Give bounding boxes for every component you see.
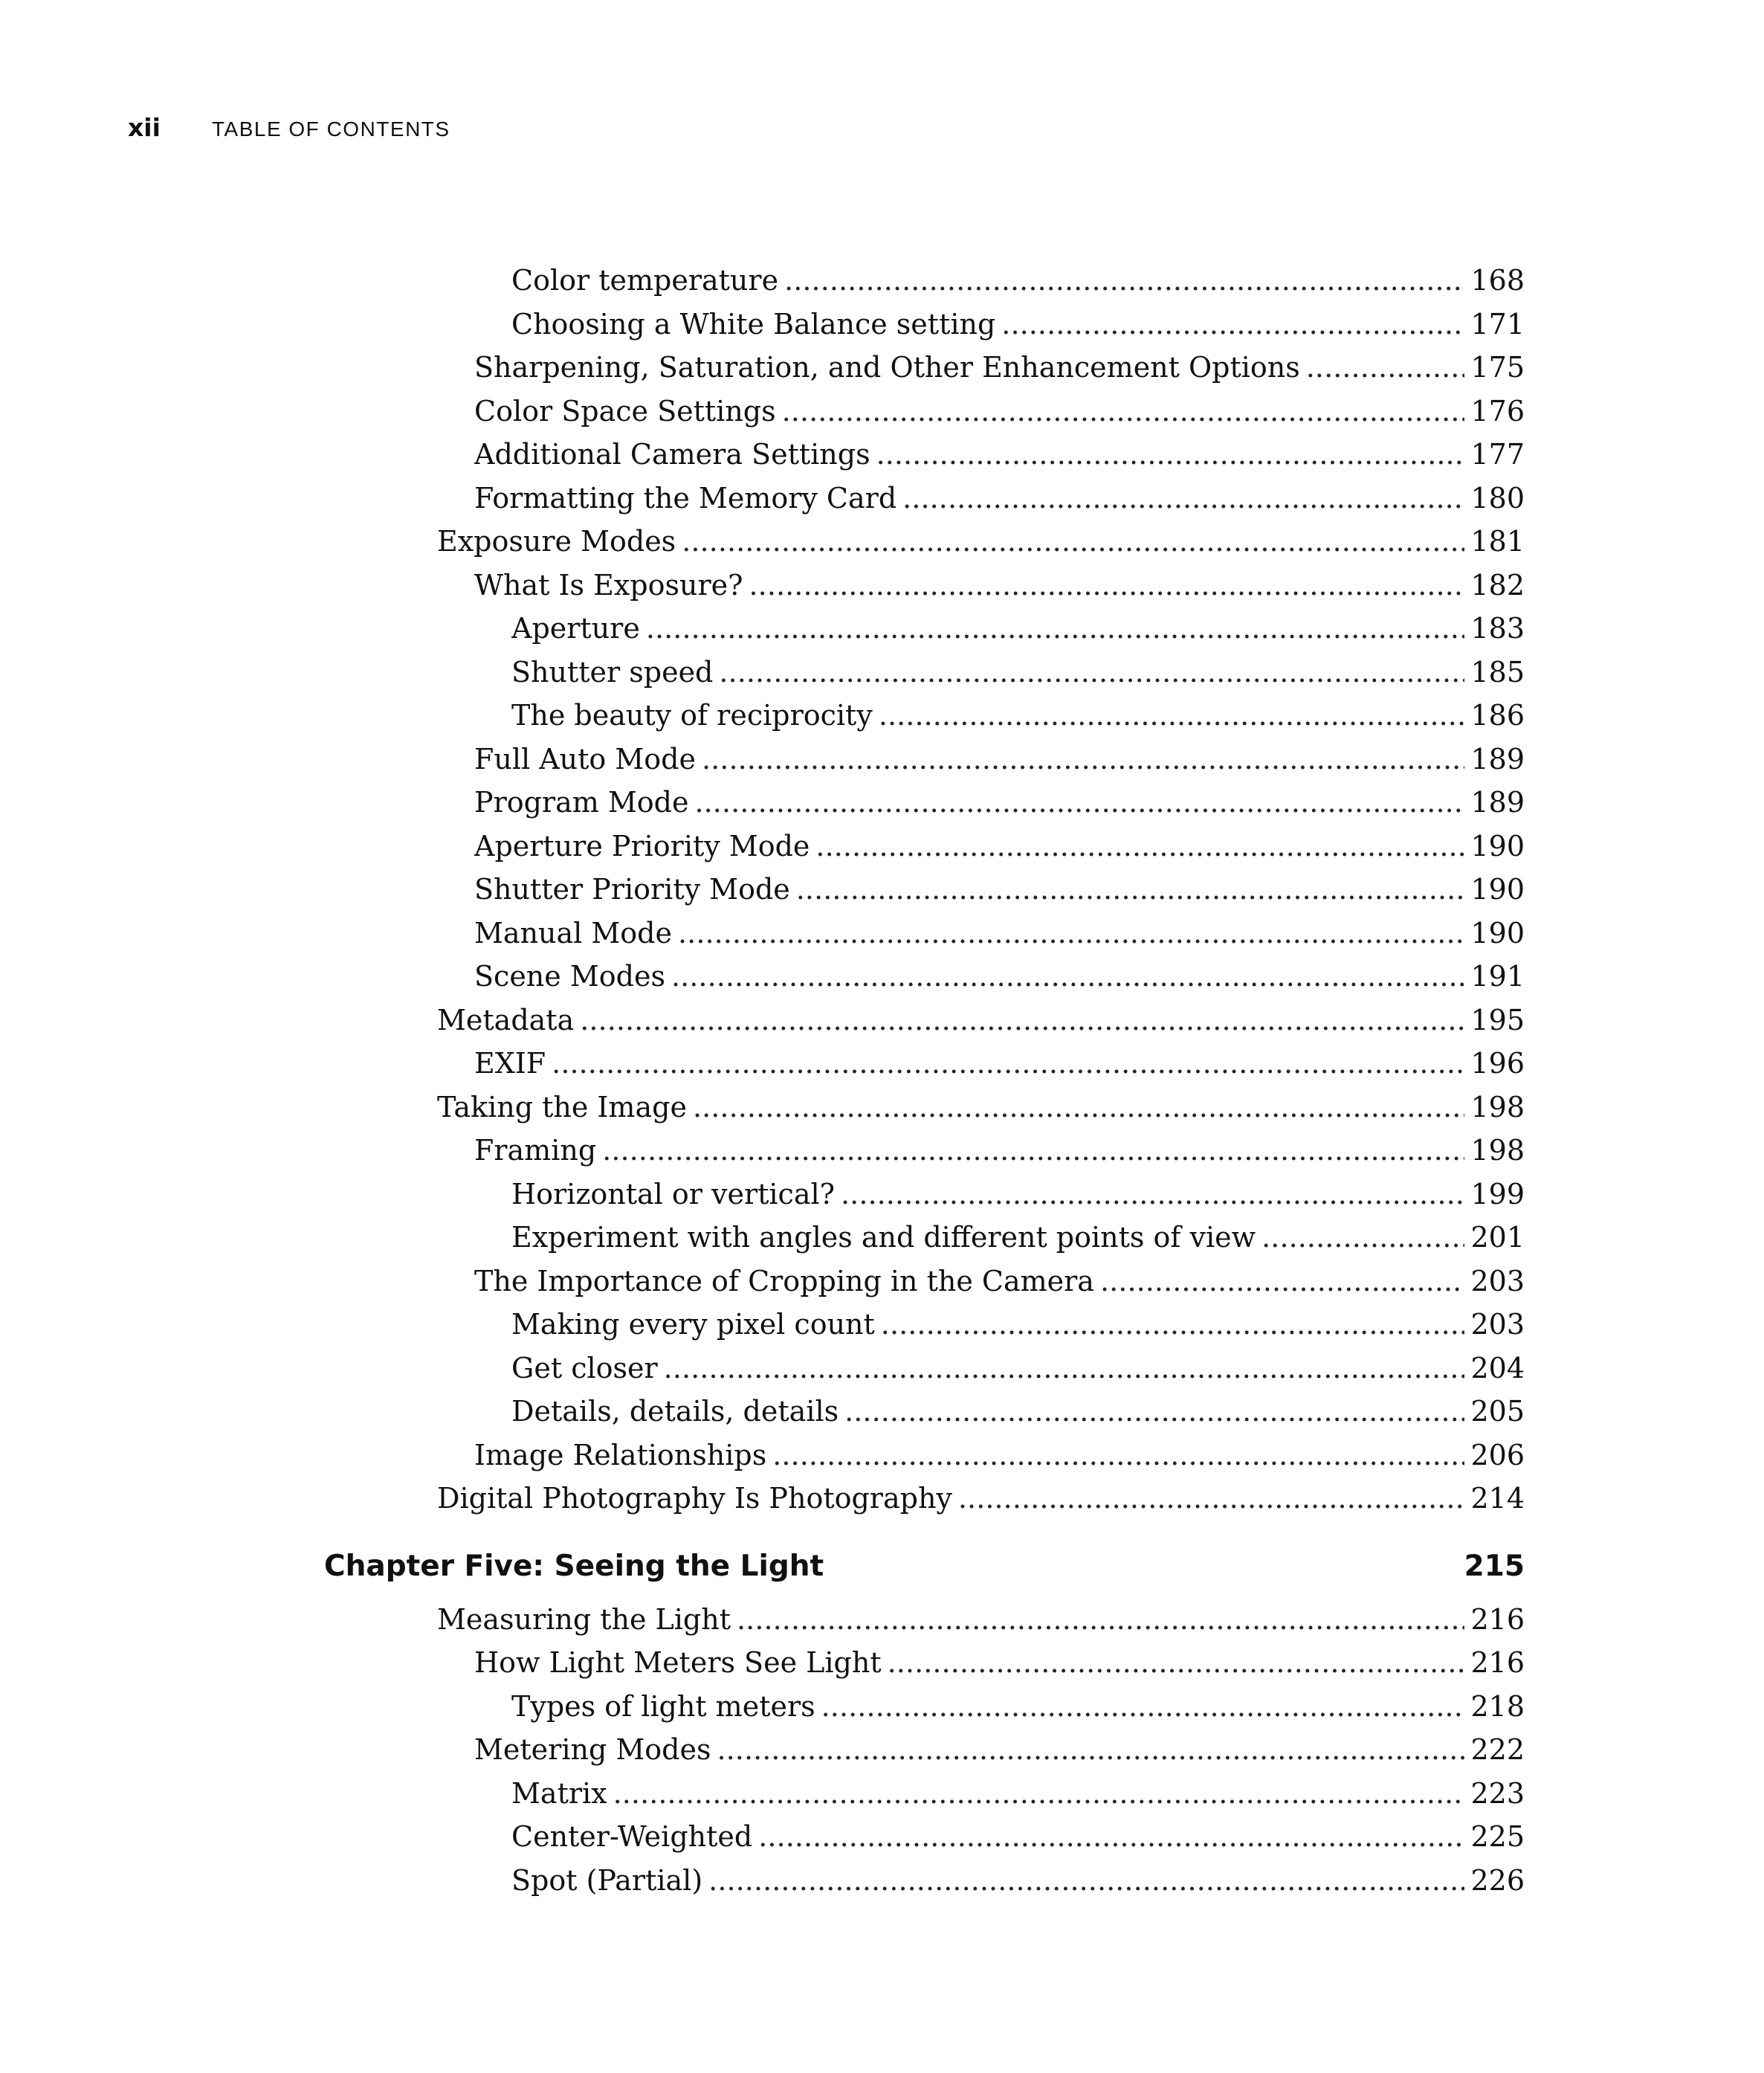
toc-entry-title: Exposure Modes	[437, 525, 676, 558]
toc-entry-title: Additional Camera Settings	[474, 438, 870, 471]
toc-entry-page: 204	[1470, 1351, 1525, 1384]
toc-entry	[511, 1352, 1525, 1395]
toc-entry-page: 181	[1470, 525, 1525, 558]
dot-leader	[613, 1777, 1465, 1810]
toc-entry	[474, 1047, 1525, 1090]
toc-entry	[474, 743, 1525, 786]
dot-leader	[958, 1482, 1465, 1515]
dot-leader	[796, 873, 1465, 906]
running-head	[128, 113, 450, 142]
dot-leader	[719, 656, 1464, 689]
dot-leader	[821, 1690, 1465, 1723]
toc-entry	[474, 482, 1525, 525]
toc-entry-page: 223	[1470, 1776, 1525, 1810]
toc-entry-title: Sharpening, Saturation, and Other Enhancement Options	[474, 351, 1300, 384]
dot-leader	[694, 786, 1464, 819]
dot-leader	[758, 1820, 1464, 1853]
toc-entry	[437, 1004, 1525, 1047]
toc-entry-page: 206	[1470, 1438, 1525, 1471]
toc-entry-title: Center-Weighted	[511, 1820, 753, 1853]
toc-entry-page: 185	[1470, 655, 1525, 689]
toc-entry	[474, 1134, 1525, 1177]
dot-leader	[737, 1603, 1464, 1636]
toc-entry	[511, 1308, 1525, 1351]
dot-leader	[552, 1047, 1464, 1080]
toc-entry-title: Program Mode	[474, 786, 689, 819]
toc-entry-page: 176	[1470, 394, 1525, 428]
toc-entry-page: 216	[1470, 1602, 1525, 1636]
toc-entry-page: 189	[1470, 786, 1525, 819]
toc-entry-page: 190	[1470, 916, 1525, 950]
toc-entry	[474, 786, 1525, 829]
toc-entry	[474, 395, 1525, 438]
toc-entry-title: Aperture	[511, 612, 640, 645]
toc-entry-title: Full Auto Mode	[474, 742, 696, 776]
toc-entry-page: 225	[1470, 1820, 1525, 1853]
toc-entry	[474, 438, 1525, 481]
toc-entry-page: 201	[1470, 1221, 1525, 1254]
dot-leader	[815, 830, 1464, 863]
toc-entry	[511, 1820, 1525, 1863]
dot-leader	[702, 743, 1464, 776]
toc-entry-page: 175	[1470, 351, 1525, 384]
toc-entry	[437, 1482, 1525, 1525]
toc-entry-page: 198	[1470, 1090, 1525, 1123]
dot-leader	[708, 1864, 1464, 1897]
toc-entry-title: How Light Meters See Light	[474, 1646, 882, 1679]
toc-entry-title: Taking the Image	[437, 1090, 687, 1123]
dot-leader	[879, 699, 1465, 732]
dot-leader	[888, 1646, 1465, 1679]
toc-entry	[437, 525, 1525, 568]
toc-entry	[511, 308, 1525, 351]
toc-entry-title: Metadata	[437, 1003, 575, 1036]
toc-entry-page: 196	[1470, 1047, 1525, 1080]
toc-entry-title: Color temperature	[511, 264, 779, 297]
toc-entry	[474, 873, 1525, 916]
toc-entry	[511, 1777, 1525, 1820]
toc-entry-page: 191	[1470, 960, 1525, 993]
dot-leader	[602, 1134, 1464, 1167]
toc-entry	[511, 656, 1525, 699]
dot-leader	[671, 960, 1465, 993]
toc-entry	[474, 1439, 1525, 1482]
toc-entry	[474, 351, 1525, 394]
toc-entry-title: Color Space Settings	[474, 394, 776, 428]
dot-leader	[876, 438, 1465, 471]
toc-entry-page: 216	[1470, 1646, 1525, 1679]
toc-entry-title: Formatting the Memory Card	[474, 481, 897, 515]
toc-entry-title: Get closer	[511, 1351, 658, 1384]
toc-entry-title: Aperture Priority Mode	[474, 829, 810, 863]
chapter-page: 215	[1464, 1549, 1525, 1583]
dot-leader	[772, 1439, 1464, 1471]
dot-leader	[580, 1004, 1464, 1036]
toc-entry-page: 180	[1470, 481, 1525, 515]
chapter-heading	[324, 1550, 1525, 1594]
toc-entry-title: Measuring the Light	[437, 1602, 731, 1636]
dot-leader	[682, 525, 1464, 558]
toc-entry-page: 186	[1470, 699, 1525, 732]
toc-entry-page: 168	[1470, 264, 1525, 297]
toc-entry-page: 189	[1470, 742, 1525, 776]
dot-leader	[782, 395, 1465, 428]
toc-entry	[474, 830, 1525, 873]
toc-entry-title: Types of light meters	[511, 1689, 815, 1723]
dot-leader	[717, 1733, 1464, 1766]
dot-leader	[844, 1395, 1464, 1428]
dot-leader	[784, 264, 1464, 297]
toc-entry-title: Horizontal or vertical?	[511, 1177, 835, 1210]
toc-entry-page: 177	[1470, 438, 1525, 471]
page-folio: xii	[128, 113, 161, 142]
toc-entry-page: 226	[1470, 1863, 1525, 1897]
toc-entry-title: Scene Modes	[474, 960, 665, 993]
toc-entry	[511, 264, 1525, 307]
dot-leader	[902, 482, 1464, 515]
toc-entry-page: 205	[1470, 1395, 1525, 1428]
chapter-title: Chapter Five: Seeing the Light	[324, 1549, 824, 1583]
toc-entry	[511, 1690, 1525, 1733]
toc-entry-title: The beauty of reciprocity	[511, 699, 873, 732]
toc-entry-page: 198	[1470, 1134, 1525, 1167]
dot-leader	[749, 569, 1465, 602]
toc-entry	[474, 960, 1525, 1003]
toc-entry	[474, 1646, 1525, 1689]
toc-entry	[437, 1091, 1525, 1134]
toc-entry-page: 199	[1470, 1177, 1525, 1210]
dot-leader	[1261, 1221, 1464, 1254]
toc-entry	[474, 569, 1525, 612]
toc-entry-title: Details, details, details	[511, 1395, 839, 1428]
toc-entry	[437, 1603, 1525, 1646]
toc-entry-title: The Importance of Cropping in the Camera	[474, 1264, 1094, 1297]
toc-entry	[511, 1395, 1525, 1438]
toc-entry-page: 171	[1470, 307, 1525, 341]
toc-entry-title: Matrix	[511, 1776, 607, 1810]
toc-entry-page: 183	[1470, 612, 1525, 645]
toc-entry-title: Image Relationships	[474, 1438, 767, 1471]
toc-entry-page: 222	[1470, 1733, 1525, 1766]
toc-entry-page: 218	[1470, 1689, 1525, 1723]
toc-entry	[511, 1178, 1525, 1221]
toc-entry-title: EXIF	[474, 1047, 546, 1080]
toc-entry-title: Manual Mode	[474, 916, 672, 950]
toc-entry	[511, 612, 1525, 655]
toc-entry-title: Experiment with angles and different points of view	[511, 1221, 1256, 1254]
toc-entry	[511, 1221, 1525, 1264]
toc-entry	[474, 1733, 1525, 1776]
toc-entry-page: 190	[1470, 829, 1525, 863]
dot-leader	[646, 612, 1465, 645]
dot-leader	[678, 917, 1464, 950]
toc-entry-title: Spot (Partial)	[511, 1863, 703, 1897]
dot-leader	[841, 1178, 1464, 1210]
toc-entry-page: 203	[1470, 1264, 1525, 1297]
toc-entry	[474, 917, 1525, 960]
toc-entry-title: Digital Photography Is Photography	[437, 1482, 952, 1515]
dot-leader	[664, 1352, 1465, 1384]
dot-leader	[881, 1308, 1465, 1341]
toc-entry-page: 182	[1470, 568, 1525, 602]
toc-entry-title: Metering Modes	[474, 1733, 711, 1766]
dot-leader	[1306, 351, 1465, 384]
toc-entry-page: 195	[1470, 1003, 1525, 1036]
dot-leader	[1001, 308, 1464, 341]
toc-entry	[511, 699, 1525, 742]
toc-entry-title: Framing	[474, 1134, 597, 1167]
toc-entry-title: Shutter Priority Mode	[474, 873, 790, 906]
toc-entry-page: 214	[1470, 1482, 1525, 1515]
toc-entry	[511, 1864, 1525, 1907]
toc-entry	[474, 1265, 1525, 1308]
toc-entry-page: 190	[1470, 873, 1525, 906]
toc-entry-title: Choosing a White Balance setting	[511, 307, 996, 341]
toc-entry-page: 203	[1470, 1308, 1525, 1341]
dot-leader	[1100, 1265, 1465, 1297]
toc-entry-title: Shutter speed	[511, 655, 714, 689]
dot-leader	[693, 1091, 1465, 1123]
section-title: TABLE OF CONTENTS	[212, 117, 450, 141]
toc-entry-title: Making every pixel count	[511, 1308, 875, 1341]
toc-entry-title: What Is Exposure?	[474, 568, 743, 602]
